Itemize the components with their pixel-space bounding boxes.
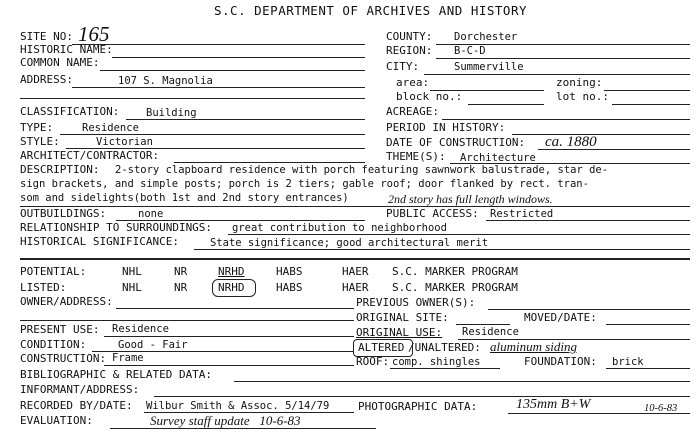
zoning-line [604, 90, 690, 91]
potential-habs: HABS [276, 265, 303, 278]
original-use-label: ORIGINAL USE: [356, 326, 443, 339]
architect-label: ARCHITECT/CONTRACTOR: [20, 149, 160, 162]
bibliographic-label: BIBLIOGRAPHIC & RELATED DATA: [20, 368, 213, 381]
block-no-line [468, 104, 544, 105]
condition-value: Good - Fair [118, 339, 188, 351]
roof-label: ROOF: [356, 355, 390, 368]
date-construction-value: ca. 1880 [545, 134, 597, 150]
photographic-value: 135mm B+W [516, 397, 591, 412]
potential-nhl: NHL [122, 265, 142, 278]
listed-habs: HABS [276, 281, 303, 294]
city-label: CITY: [386, 60, 420, 73]
description-handwritten: 2nd story has full length windows. [388, 192, 553, 206]
present-use-label: PRESENT USE: [20, 323, 100, 336]
county-label: COUNTY: [386, 30, 433, 43]
region-value: B-C-D [454, 45, 486, 57]
date-construction-label: DATE OF CONSTRUCTION: [386, 136, 526, 149]
period-label: PERIOD IN HISTORY: [386, 121, 506, 134]
recorded-by-value: Wilbur Smith & Assoc. 5/14/79 [146, 400, 330, 412]
common-name-label: COMMON NAME: [20, 56, 100, 69]
address-label: ADDRESS: [20, 73, 73, 86]
owner-rule [20, 320, 354, 321]
potential-nrhd: NRHD [218, 265, 245, 278]
outbuildings-label: OUTBUILDINGS: [20, 207, 107, 220]
construction-line [104, 365, 354, 366]
historical-significance-line [194, 249, 690, 250]
construction-value: Frame [112, 352, 144, 364]
acreage-line [442, 119, 690, 120]
classification-line [126, 119, 365, 120]
public-access-value: Restricted [490, 208, 554, 220]
informant-line [154, 396, 690, 397]
condition-label: CONDITION: [20, 338, 87, 351]
bibliographic-line [234, 381, 690, 382]
potential-marker: S.C. MARKER PROGRAM [392, 265, 518, 278]
description-rule [20, 206, 690, 207]
listed-nrhd-circle [212, 279, 256, 297]
classification-label: CLASSIFICATION: [20, 105, 120, 118]
description-line-1: 2-story clapboard residence with porch featuring sawnwork balustrade, star de- [115, 164, 609, 176]
moved-date-line [606, 324, 690, 325]
unaltered-label: /UNALTERED: [408, 341, 481, 354]
owner-line [116, 308, 354, 309]
foundation-label: FOUNDATION: [524, 355, 597, 368]
lot-no-line [612, 104, 690, 105]
listed-label: LISTED: [20, 281, 67, 294]
roof-line [390, 368, 500, 369]
relationship-line [228, 234, 690, 235]
photographic-line [508, 413, 690, 414]
potential-label: POTENTIAL: [20, 265, 87, 278]
original-use-value: Residence [462, 326, 519, 338]
previous-owners-line [488, 309, 690, 310]
architect-line [174, 162, 365, 163]
relationship-value: great contribution to neighborhood [232, 222, 447, 234]
relationship-label: RELATIONSHIP TO SURROUNDINGS: [20, 221, 213, 234]
potential-haer: HAER [342, 265, 369, 278]
recorded-by-label: RECORDED BY/DATE: [20, 399, 133, 412]
address-value: 107 S. Magnolia [118, 75, 213, 87]
site-no-line [72, 44, 365, 45]
lot-no-label: lot no.: [556, 90, 609, 103]
evaluation-label: EVALUATION: [20, 414, 93, 427]
original-site-label: ORIGINAL SITE: [356, 311, 449, 324]
foundation-value: brick [612, 356, 644, 368]
address-line-2 [20, 98, 365, 99]
historical-significance-label: HISTORICAL SIGNIFICANCE: [20, 235, 179, 248]
public-access-line [486, 220, 690, 221]
block-no-label: block no.: [396, 90, 463, 103]
city-line [424, 74, 690, 75]
type-line [60, 134, 365, 135]
altered-label: ALTERED [358, 341, 405, 354]
description-line-2: sign brackets, and simple posts; porch is 2 tiers; gable roof; door flanked by rect. tran- [20, 178, 589, 190]
historic-name-line [112, 57, 365, 58]
date-construction-line [538, 149, 690, 150]
present-use-line [104, 336, 354, 337]
themes-label: THEME(S): [386, 150, 446, 163]
county-value: Dorchester [454, 31, 518, 43]
listed-nrhd: NRHD [218, 281, 245, 294]
region-label: REGION: [386, 44, 433, 57]
historical-significance-value: State significance; good architectural merit [210, 237, 489, 249]
listed-nr: NR [174, 281, 188, 294]
outbuildings-value: none [138, 208, 164, 220]
evaluation-line [110, 428, 376, 429]
previous-owners-label: PREVIOUS OWNER(S): [356, 296, 476, 309]
historic-name-label: HISTORIC NAME: [20, 43, 113, 56]
description-label: DESCRIPTION: [20, 163, 100, 176]
foundation-line [606, 368, 690, 369]
classification-value: Building [146, 107, 197, 119]
form-title: S.C. DEPARTMENT OF ARCHIVES AND HISTORY [214, 3, 527, 18]
section-divider [20, 258, 690, 260]
listed-haer: HAER [342, 281, 369, 294]
owner-label: OWNER/ADDRESS: [20, 295, 113, 308]
address-line [72, 87, 365, 88]
themes-value: Architecture [460, 152, 536, 164]
present-use-value: Residence [112, 323, 169, 335]
style-value: Victorian [96, 136, 153, 148]
moved-date-label: MOVED/DATE: [524, 311, 597, 324]
listed-marker: S.C. MARKER PROGRAM [392, 281, 518, 294]
altered-handwritten: aluminum siding [490, 339, 578, 354]
site-no-label: SITE NO: [20, 30, 73, 43]
listed-nhl: NHL [122, 281, 142, 294]
potential-nr: NR [174, 265, 188, 278]
region-line [436, 58, 690, 59]
type-value: Residence [82, 122, 139, 134]
construction-label: CONSTRUCTION: [20, 352, 107, 365]
photographic-label: PHOTOGRAPHIC DATA: [358, 400, 478, 413]
type-label: TYPE: [20, 121, 54, 134]
original-site-line [456, 324, 510, 325]
informant-label: INFORMANT/ADDRESS: [20, 383, 140, 396]
common-name-line [100, 70, 365, 71]
public-access-label: PUBLIC ACCESS: [386, 207, 479, 220]
acreage-label: ACREAGE: [386, 105, 439, 118]
site-no-value: 165 [78, 22, 110, 46]
roof-value: comp. shingles [392, 356, 481, 368]
evaluation-value: Survey staff update 10-6-83 [150, 413, 301, 428]
style-label: STYLE: [20, 135, 60, 148]
period-line [512, 134, 690, 135]
area-label: area: [396, 76, 430, 89]
photographic-date: 10-6-83 [644, 403, 678, 414]
city-value: Summerville [454, 61, 524, 73]
zoning-label: zoning: [556, 76, 603, 89]
description-line-3: som and sidelights(both 1st and 2nd story entrances) [20, 192, 349, 204]
